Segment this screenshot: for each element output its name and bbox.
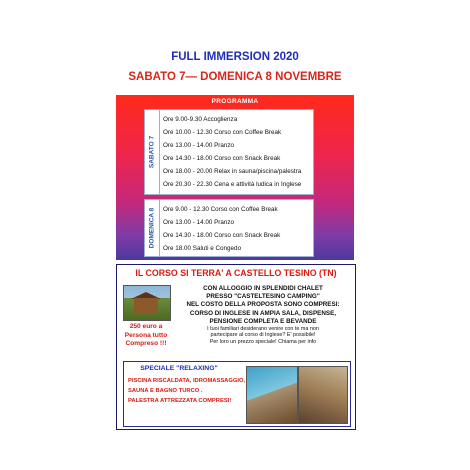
price-callout	[119, 323, 173, 349]
schedule-row: Ore 9.00-9.30 Accoglienza	[163, 116, 238, 123]
chalet-photo	[123, 285, 171, 321]
info-line: PRESSO "CASTELTESINO CAMPING"	[206, 293, 320, 301]
saturday-rows	[163, 113, 311, 191]
location-section	[117, 265, 355, 359]
flyer-page	[110, 38, 360, 432]
day-tab-saturday	[145, 110, 160, 194]
info-line: CORSO DI INGLESE IN AMPIA SALA, DISPENSE,	[189, 309, 337, 317]
family-note: Per loro un prezzo speciale! Chiama per info	[209, 338, 317, 345]
schedule-row: Ore 18.00 Saluti e Congedo	[163, 245, 242, 252]
schedule-row: Ore 20.30 - 22.30 Cena e attività ludica in Inglese	[163, 181, 302, 188]
schedule-row: Ore 14.30 - 18.00 Corso con Snack Break	[163, 232, 281, 239]
schedule-row: Ore 18.00 - 20.00 Relax in sauna/piscina/palestra	[163, 168, 302, 175]
schedule-saturday	[144, 109, 314, 195]
programma-panel	[116, 95, 354, 260]
day-label-saturday: SABATO 7	[148, 135, 156, 169]
programma-label: PROGRAMMA	[211, 98, 259, 105]
event-title: FULL IMMERSION 2020	[171, 51, 299, 63]
info-line: NEL COSTO DELLA PROPOSTA SONO COMPRESI:	[186, 301, 340, 309]
family-note: partecipare al corso di Inglese? E' possibile!	[210, 332, 316, 339]
family-note: I tuoi familiari desiderano venire con te ma non	[207, 326, 319, 333]
price-line: Persona tutto	[124, 331, 168, 339]
relaxing-line: PALESTRA ATTREZZATA COMPRESI!	[128, 398, 232, 404]
location-info	[175, 285, 351, 345]
relaxing-line: SAUNA E BAGNO TURCO .	[128, 388, 203, 394]
day-label-sunday: DOMENICA 8	[148, 207, 156, 249]
relaxing-line: PISCINA RISCALDATA, IDROMASSAGGIO,	[128, 378, 246, 384]
schedule-row: Ore 13.00 - 14.00 Pranzo	[163, 142, 235, 149]
location-headline: IL CORSO SI TERRA' A CASTELLO TESINO (TN)	[135, 268, 337, 278]
relaxing-title: SPECIALE "RELAXING"	[140, 365, 218, 372]
spa-photo	[298, 366, 348, 424]
sunday-rows	[163, 203, 311, 255]
price-line: 250 euro a	[129, 323, 163, 330]
relaxing-list	[128, 376, 248, 406]
pool-photo	[246, 366, 298, 424]
schedule-sunday	[144, 199, 314, 257]
schedule-row: Ore 10.00 - 12.30 Corso con Coffee Break	[163, 129, 282, 136]
event-dates: SABATO 7— DOMENICA 8 NOVEMBRE	[128, 71, 342, 83]
day-tab-sunday	[145, 200, 160, 256]
schedule-row: Ore 13.00 - 14.00 Pranzo	[163, 219, 235, 226]
flyer-header	[110, 38, 360, 94]
schedule-row: Ore 9.00 - 12.30 Corso con Coffee Break	[163, 206, 278, 213]
chalet-body-shape	[134, 298, 158, 314]
details-panel	[116, 264, 356, 430]
info-line: CON ALLOGGIO IN SPLENDIDI CHALET	[203, 285, 323, 292]
schedule-row: Ore 14.30 - 18.00 Corso con Snack Break	[163, 155, 281, 162]
info-line: PENSIONE COMPLETA E BEVANDE	[209, 317, 317, 325]
relaxing-box	[123, 361, 351, 427]
price-line: Compreso !!!	[125, 340, 167, 347]
